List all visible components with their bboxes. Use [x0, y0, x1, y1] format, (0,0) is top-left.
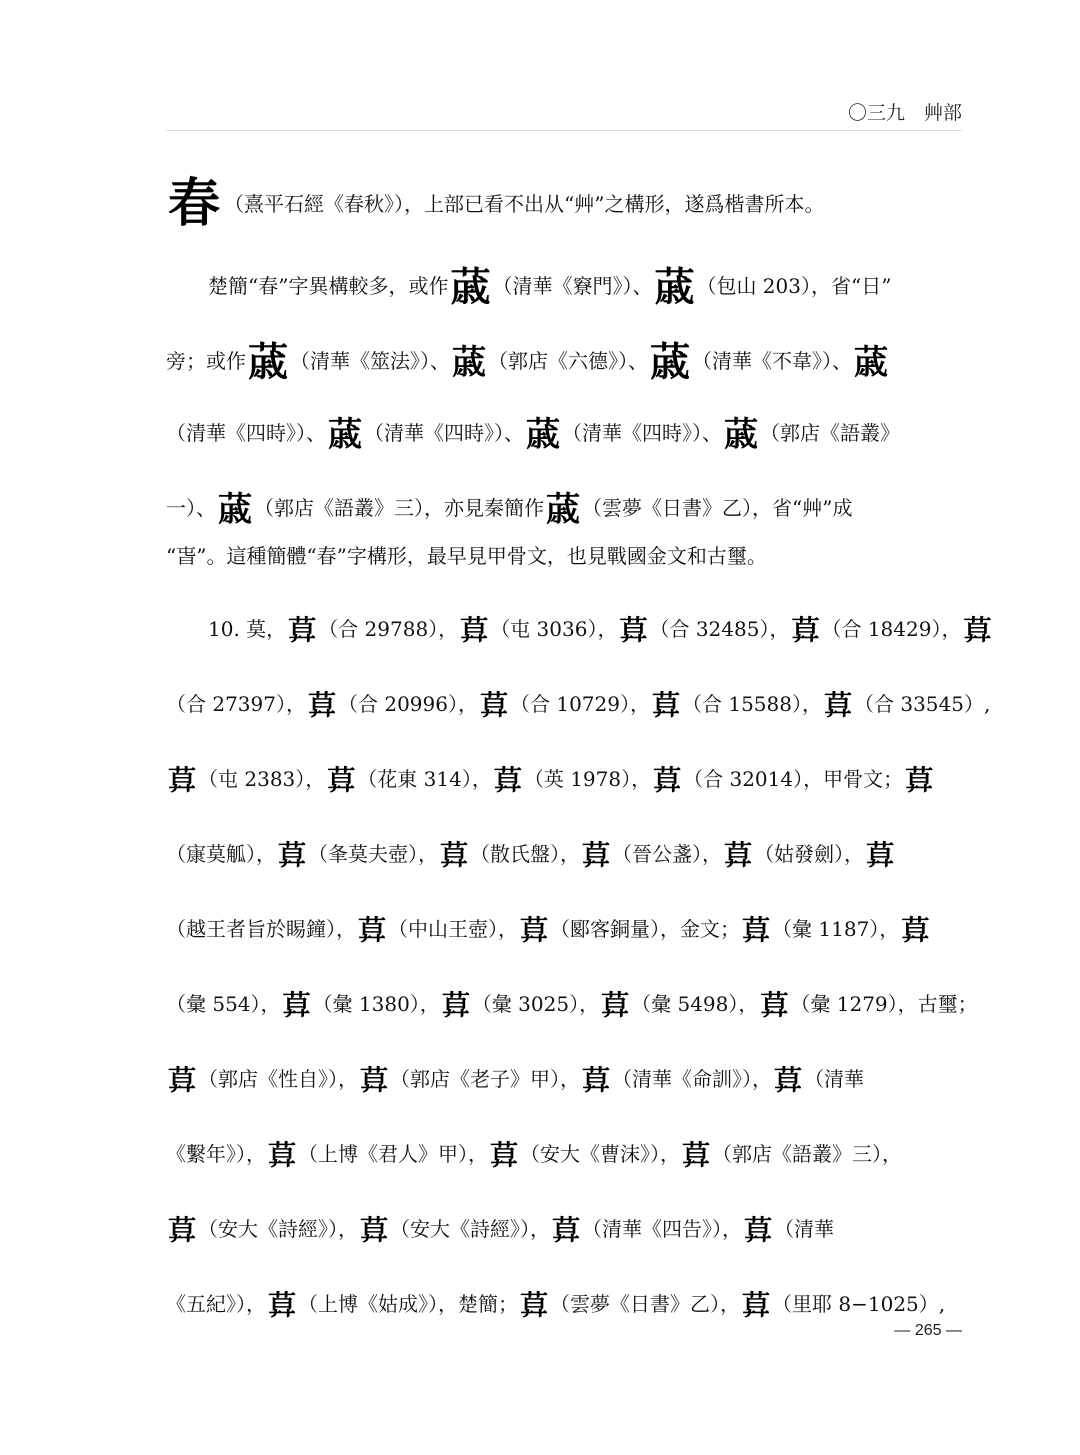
text-run: （夆莫夫壺）， — [308, 842, 439, 866]
character-form: 𦸗 — [218, 490, 252, 530]
character-form: 𦱤 — [963, 614, 992, 647]
text-run: （彙 1380）， — [312, 992, 440, 1016]
character-form: 𦱤 — [905, 764, 934, 797]
character-form: 𦸗 — [854, 343, 888, 383]
text-run: （安大《詩經》）， — [198, 1217, 359, 1241]
character-form: 𦱤 — [774, 1064, 803, 1097]
text-run: （散氏盤）， — [470, 842, 581, 866]
character-form: 𦱤 — [358, 914, 387, 947]
text-run: （中山王壺）， — [388, 917, 519, 941]
character-form: 𦱤 — [168, 764, 197, 797]
text-run: （姑發劍）， — [754, 842, 865, 866]
character-form: 𦱤 — [619, 614, 648, 647]
text-run: （合 32014），甲骨文； — [683, 767, 904, 791]
text-line-12 — [166, 989, 978, 1022]
text-line-3 — [166, 339, 964, 386]
text-run: （郭店《六德》）、 — [488, 349, 648, 373]
character-form: 𦱤 — [520, 1289, 549, 1322]
character-form: 𦱤 — [682, 1139, 711, 1172]
text-run: （安大《詩經》）， — [390, 1217, 551, 1241]
text-run: （合 29788）， — [318, 617, 459, 641]
text-run: （里耶 8−1025）, — [772, 1292, 946, 1316]
character-form: 𦱤 — [651, 689, 680, 722]
character-form: 𦱤 — [742, 914, 771, 947]
character-form: 𦱤 — [288, 614, 317, 647]
character-form: 𦱤 — [327, 764, 356, 797]
section-title: 〇三九 艸部 — [847, 102, 962, 124]
character-form: 𦱤 — [724, 839, 753, 872]
text-line-13 — [166, 1064, 964, 1097]
text-line-16 — [166, 1289, 964, 1322]
character-form: 𦸗 — [526, 415, 560, 455]
text-run: （合 10729）， — [510, 692, 650, 716]
text-run: （彙 5498）， — [631, 992, 759, 1016]
character-form: 𦱤 — [601, 989, 630, 1022]
text-run: “旾”。這種簡體“春”字構形，最早見甲骨文，也見戰國金文和古璽。 — [166, 544, 767, 568]
text-run: （清華《四時》）、 — [166, 421, 326, 445]
character-form: 𦱤 — [268, 1289, 297, 1322]
text-run: （郭店《語叢》三），亦見秦簡作 — [254, 496, 544, 520]
text-run: （合 15588）， — [682, 692, 822, 716]
text-run: （清華《筮法》）、 — [290, 349, 450, 373]
text-run: （清華《四告》）， — [582, 1217, 743, 1241]
text-run: （清華《命訓》）， — [612, 1067, 773, 1091]
text-run: （花東 314）， — [357, 767, 492, 791]
text-run: （彙 3025）， — [471, 992, 600, 1016]
text-run: （合 27397）， — [166, 692, 306, 716]
text-line-5 — [166, 490, 964, 530]
text-run: （合 32485）， — [649, 617, 790, 641]
text-run: （屯 2383）， — [198, 767, 326, 791]
character-form: 𦱤 — [278, 839, 307, 872]
character-form: 𦱤 — [168, 1064, 197, 1097]
character-form: 𦸗 — [248, 339, 288, 386]
text-run: （安大《曹沫》）， — [520, 1142, 681, 1166]
character-form: 𦸗 — [452, 343, 486, 383]
character-form: 𦸗 — [650, 339, 690, 386]
text-line-6 — [166, 546, 964, 566]
text-run: （合 20996）， — [338, 692, 478, 716]
text-run: （英 1978）， — [523, 767, 652, 791]
text-run: （上博《君人》甲）， — [298, 1142, 489, 1166]
character-form: 𦱤 — [460, 614, 489, 647]
text-run: （㝩莫觚）， — [166, 842, 276, 866]
character-form: 𦱤 — [520, 914, 549, 947]
character-form: 𦱤 — [307, 689, 336, 722]
text-run: （清華 — [804, 1067, 865, 1091]
text-run: 《繫年》）， — [166, 1142, 266, 1166]
running-header — [166, 96, 962, 131]
text-run: （清華《四時》）、 — [364, 421, 524, 445]
text-line-4 — [166, 415, 964, 455]
text-run: 楚簡“春”字異構較多，或作 — [208, 274, 449, 298]
text-run: （雲夢《日書》乙）， — [550, 1292, 741, 1316]
text-run: （上博《姑成》），楚簡； — [298, 1292, 519, 1316]
text-run: （郭店《語叢》 — [760, 421, 900, 445]
character-form: 𦱤 — [282, 989, 311, 1022]
character-form: 春 — [168, 173, 221, 234]
character-form: 𦱤 — [791, 614, 820, 647]
text-run: （清華《不韋》）、 — [692, 349, 852, 373]
text-run: （清華 — [774, 1217, 835, 1241]
character-form: 𦱤 — [490, 1139, 519, 1172]
text-line-10 — [166, 839, 964, 872]
character-form: 𦱤 — [760, 989, 789, 1022]
text-line-1 — [166, 173, 964, 234]
text-run: （彙 554）， — [166, 992, 281, 1016]
text-line-15 — [166, 1214, 964, 1247]
character-form: 𦱤 — [901, 914, 930, 947]
text-run: （郾客銅量），金文； — [550, 917, 741, 941]
text-line-14 — [166, 1139, 964, 1172]
text-run: 10. 莫， — [208, 617, 287, 641]
page-number: — 265 — — [894, 1322, 962, 1339]
text-run: （郭店《語叢》三）， — [712, 1142, 903, 1166]
character-form: 𦸗 — [546, 490, 580, 530]
text-run: （雲夢《日書》乙），省“艸”成 — [582, 496, 853, 520]
text-line-2 — [166, 264, 964, 311]
text-run: （熹平石經《春秋》），上部已看不出从“艸”之構形，遂爲楷書所本。 — [224, 192, 825, 216]
character-form: 𦸗 — [654, 264, 695, 311]
character-form: 𦱤 — [493, 764, 522, 797]
text-run: （包山 203），省“日” — [696, 274, 892, 298]
character-form: 𦱤 — [582, 1064, 611, 1097]
text-run: （彙 1187）， — [772, 917, 900, 941]
character-form: 𦱤 — [744, 1214, 773, 1247]
text-run: （清華《四時》）、 — [562, 421, 722, 445]
character-form: 𦱤 — [823, 689, 852, 722]
character-form: 𦱤 — [866, 839, 895, 872]
character-form: 𦱤 — [168, 1214, 197, 1247]
text-run: 旁；或作 — [166, 349, 246, 373]
character-form: 𦱤 — [268, 1139, 297, 1172]
character-form: 𦱤 — [440, 839, 469, 872]
character-form: 𦱤 — [360, 1214, 389, 1247]
text-run: 《五紀》）， — [166, 1292, 266, 1316]
text-line-7 — [166, 614, 992, 647]
character-form: 𦱤 — [552, 1214, 581, 1247]
text-run: （合 18429）， — [821, 617, 962, 641]
text-line-8 — [166, 689, 991, 722]
character-form: 𦱤 — [360, 1064, 389, 1097]
character-form: 𦱤 — [582, 839, 611, 872]
text-run: 一）、 — [166, 496, 216, 520]
text-run: （清華《竂門》）、 — [492, 274, 653, 298]
text-run: （彙 1279），古璽； — [790, 992, 978, 1016]
text-run: （郭店《老子》甲）， — [390, 1067, 581, 1091]
text-line-9 — [166, 764, 964, 797]
text-run: （越王者旨於睗鐘）， — [166, 917, 356, 941]
character-form: 𦱤 — [653, 764, 682, 797]
character-form: 𦸗 — [328, 415, 362, 455]
character-form: 𦱤 — [479, 689, 508, 722]
character-form: 𦱤 — [441, 989, 470, 1022]
text-run: （屯 3036）， — [490, 617, 618, 641]
text-run: （郭店《性自》）， — [198, 1067, 359, 1091]
character-form: 𦸗 — [450, 264, 491, 311]
text-run: （晉公盞）， — [612, 842, 723, 866]
text-run: （合 33545）, — [854, 692, 991, 716]
character-form: 𦸗 — [724, 415, 758, 455]
text-line-11 — [166, 914, 964, 947]
character-form: 𦱤 — [742, 1289, 771, 1322]
